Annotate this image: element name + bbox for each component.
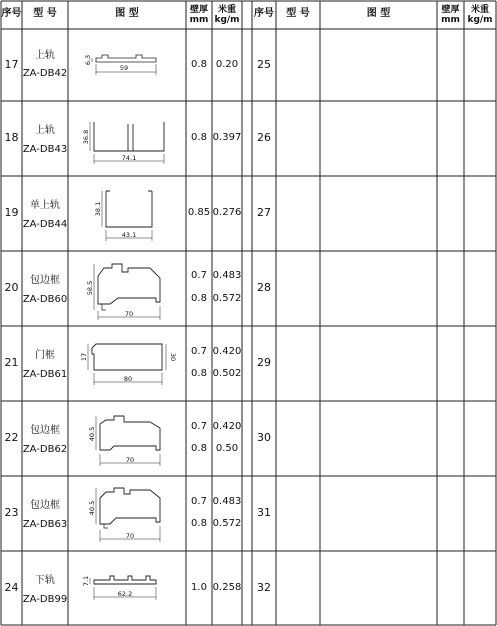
header-thickness-right: 壁厚	[441, 5, 460, 15]
row-weight: 0.420	[212, 421, 242, 432]
row-code: ZA-DB60	[22, 294, 68, 305]
row-seq: 24	[4, 581, 19, 594]
row-name: 包边框	[30, 425, 60, 436]
dim-width: 70	[125, 532, 135, 540]
row-code: ZA-DB43	[22, 144, 68, 155]
profile-drawing	[80, 570, 170, 610]
row-seq: 23	[4, 506, 19, 519]
profile-drawing	[84, 484, 174, 550]
row-name: 单上轨	[30, 200, 60, 211]
row-code: ZA-DB42	[22, 68, 68, 79]
dim-height: 7.1	[82, 575, 90, 587]
row-thickness: 1.0	[191, 582, 207, 593]
profile-drawing	[84, 410, 174, 474]
dim-height: 17	[80, 352, 88, 362]
row-code: ZA-DB44	[22, 219, 68, 230]
row-weight: 0.483	[212, 496, 242, 507]
row-seq: 20	[4, 281, 19, 294]
header-weight-unit-right: kg/m	[467, 15, 493, 25]
row-thickness: 0.8	[191, 368, 207, 379]
row-seq-right: 29	[257, 356, 271, 369]
dim-height: 40.5	[88, 500, 96, 516]
dim-height-right: 30	[169, 352, 177, 362]
row-seq: 18	[4, 131, 19, 144]
row-thickness: 0.7	[191, 346, 207, 357]
header-model-right: 型 号	[286, 8, 310, 19]
row-name: 下轨	[35, 575, 55, 586]
row-thickness: 0.8	[191, 518, 207, 529]
header-weight-unit: kg/m	[214, 15, 240, 25]
row-thickness: 0.8	[191, 59, 207, 70]
dim-height: 58.5	[86, 280, 94, 296]
dim-width: 74.1	[121, 154, 137, 162]
row-weight: 0.572	[212, 518, 242, 529]
row-name: 包边框	[30, 275, 60, 286]
header-weight-right: 米重	[470, 5, 489, 15]
row-thickness: 0.7	[191, 421, 207, 432]
row-code: ZA-DB61	[22, 369, 68, 380]
row-seq-right: 27	[257, 206, 271, 219]
row-name: 包边框	[30, 500, 60, 511]
header-seq: 序号	[1, 8, 22, 19]
row-weight: 0.502	[212, 368, 242, 379]
header-figure: 图 型	[115, 8, 139, 19]
row-seq-right: 28	[257, 281, 271, 294]
header-figure-right: 图 型	[366, 8, 391, 19]
dim-width: 43.1	[121, 231, 137, 239]
dim-width: 62.2	[117, 590, 133, 598]
row-seq: 19	[4, 206, 19, 219]
row-thickness: 0.7	[191, 270, 207, 281]
header-model: 型 号	[33, 8, 57, 19]
header-seq-right: 序号	[254, 8, 274, 19]
dim-height: 40.5	[88, 426, 96, 442]
row-thickness: 0.85	[187, 207, 211, 218]
dim-width: 70	[124, 310, 134, 318]
profile-drawing	[80, 118, 180, 174]
row-seq: 21	[4, 356, 19, 369]
profile-drawing	[80, 50, 170, 84]
row-weight: 0.397	[212, 132, 242, 143]
row-thickness: 0.8	[191, 132, 207, 143]
row-code: ZA-DB99	[22, 594, 68, 605]
row-seq-right: 30	[257, 431, 271, 444]
header-thickness: 壁厚	[189, 5, 208, 15]
row-name: 上轨	[35, 50, 55, 61]
profile-drawing	[84, 258, 174, 326]
row-name: 门框	[35, 350, 55, 361]
profile-drawing	[78, 340, 178, 394]
row-seq-right: 32	[257, 581, 271, 594]
row-weight: 0.483	[212, 270, 242, 281]
row-thickness: 0.8	[191, 443, 207, 454]
row-thickness: 0.7	[191, 496, 207, 507]
header-weight: 米重	[217, 5, 236, 15]
dim-width: 59	[119, 64, 129, 72]
row-seq-right: 26	[257, 131, 271, 144]
row-code: ZA-DB62	[22, 444, 68, 455]
row-weight: 0.276	[212, 207, 242, 218]
row-seq-right: 25	[257, 58, 271, 71]
dim-width: 70	[125, 456, 135, 464]
row-code: ZA-DB63	[22, 519, 68, 530]
dim-height: 38.1	[94, 201, 102, 217]
row-name: 上轨	[35, 125, 55, 136]
row-weight: 0.258	[212, 582, 242, 593]
row-weight: 0.20	[215, 59, 239, 70]
row-thickness: 0.8	[191, 293, 207, 304]
row-weight: 0.572	[212, 293, 242, 304]
row-weight: 0.420	[212, 346, 242, 357]
dim-width: 80	[123, 375, 133, 383]
dim-height: 36.8	[82, 129, 90, 145]
header-thickness-unit-right: mm	[441, 15, 460, 25]
profile-drawing	[90, 187, 170, 249]
row-seq: 17	[4, 58, 19, 71]
dim-height: 6.3	[84, 54, 92, 66]
header-thickness-unit: mm	[189, 15, 209, 25]
row-seq: 22	[4, 431, 19, 444]
row-seq-right: 31	[257, 506, 271, 519]
row-weight: 0.50	[215, 443, 239, 454]
